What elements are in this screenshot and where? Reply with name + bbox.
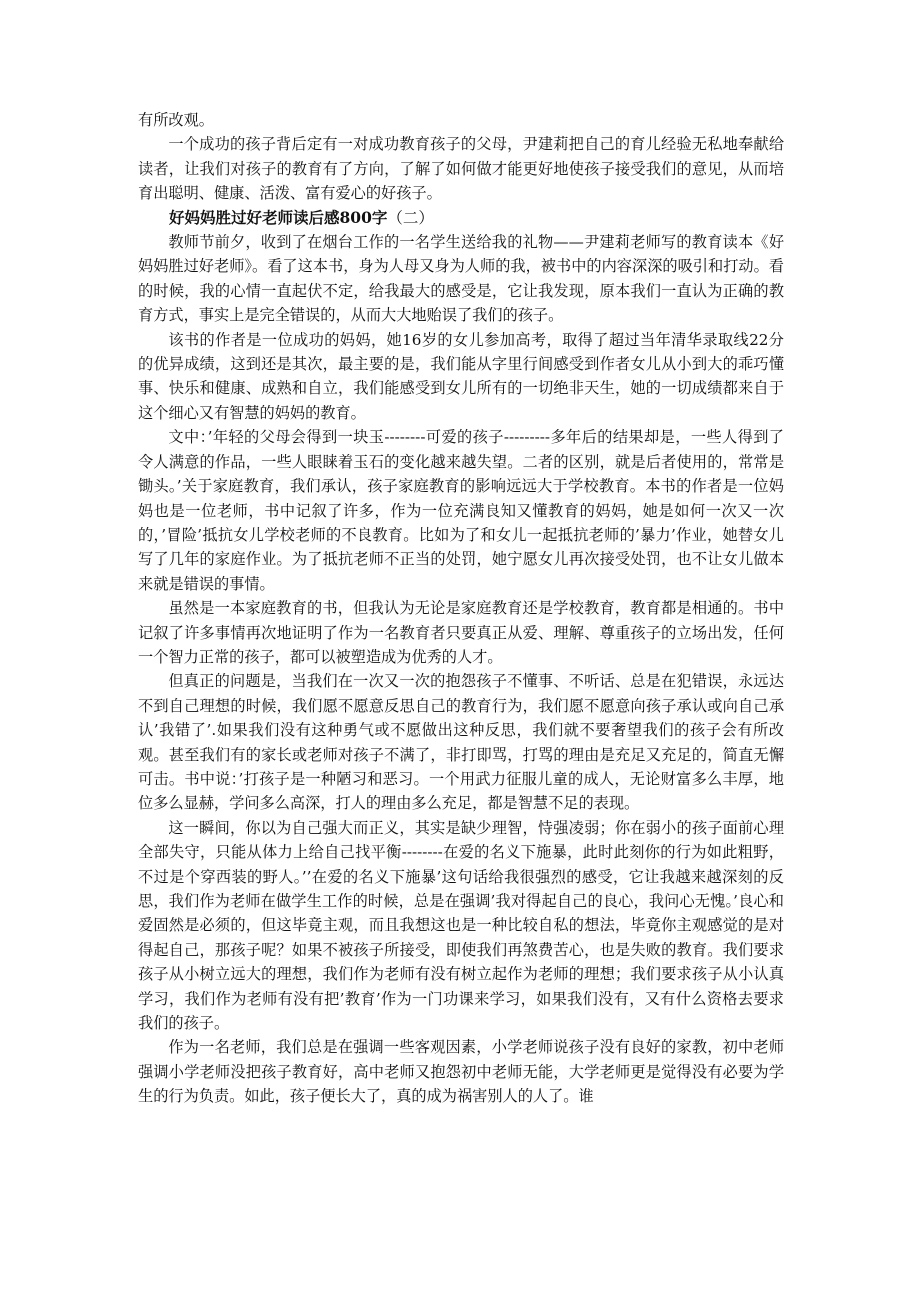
continuation-text: 有所改观。 [138, 111, 214, 129]
body-paragraph-6: 这一瞬间，你以为自己强大而正义，其实是缺少理智，恃强凌弱；你在弱小的孩子面前心理全部失守，只能从体力上给自己找平衡--------在爱的名义下施暴，此时此刻你的行为如此粗野，不过是个穿西装的野人。’’在爱的名义下施暴’这句话给我很强烈的感受，它让我越来越深刻的反思，我们作为老师在做学生工作的时候，总是在强调’我对得起自己的良心，我问心无愧。’良心和爱固然是必须的，但这毕竟主观，而且我想这也是一种比较自私的想法，毕竟你主观感觉的是对得起自己，那孩子呢？如果不被孩子所接受，即使我们再煞费苦心，也是失败的教育。我们要求孩子从小树立远大的理想，我们作为老师有没有树立起作为老师的理想；我们要求孩子从小认真学习，我们作为老师有没有把’教育’作为一门功课来学习，如果我们没有，又有什么资格去要求我们的孩子。 [138, 818, 784, 1033]
body-paragraph-5: 但真正的问题是，当我们在一次又一次的抱怨孩子不懂事、不听话、总是在犯错误，永远达不到自己理想的时候，我们愿不愿意反思自己的教育行为，我们愿不愿意向孩子承认或向自己承认’我错了’.如果我们没有这种勇气或不愿做出这种反思，我们就不要奢望我们的孩子会有所改观。甚至我们有的家长或老师对孩子不满了，非打即骂，打骂的理由是充足又充足的，简直无懈可击。书中说：’打孩子是一种陋习和恶习。一个用武力征服儿童的成人，无论财富多么丰厚，地位多么显赫，学问多么高深，打人的理由多么充足，都是智慧不足的表现。 [138, 672, 784, 813]
body-paragraph-1: 教师节前夕，收到了在烟台工作的一名学生送给我的礼物——尹建莉老师写的教育读本《好妈妈胜过好老师》。看了这本书，身为人母又身为人师的我，被书中的内容深深的吸引和打动。看的时候，我的心情一直起伏不定，给我最大的感受是，它让我发现，原本我们一直认为正确的教育方式，事实上是完全错误的，从而大大地贻误了我们的孩子。 [138, 233, 784, 325]
body-paragraph-7: 作为一名老师，我们总是在强调一些客观因素，小学老师说孩子没有良好的家教，初中老师强调小学老师没把孩子教育好，高中老师又抱怨初中老师无能，大学老师更是觉得没有必要为学生的行为负责。如此，孩子便长大了，真的成为祸害别人的人了。谁 [138, 1038, 784, 1106]
body-paragraph-4: 虽然是一本家庭教育的书，但我认为无论是家庭教育还是学校教育，教育都是相通的。书中记叙了许多事情再次地证明了作为一名教育者只要真正从爱、理解、尊重孩子的立场出发，任何一个智力正常的孩子，都可以被塑造成为优秀的人才。 [138, 599, 784, 666]
section-heading-suffix: （二） [387, 208, 434, 227]
document-page [138, 108, 784, 1109]
body-paragraph-3: 文中：’年轻的父母会得到一块玉--------可爱的孩子---------多年后的结果却是，一些人得到了令人满意的作品，一些人眼睐着玉石的变化越来越失望。二者的区别，就是后者使用的，常常是锄头。’关于家庭教育，我们承认，孩子家庭教育的影响远远大于学校教育。本书的作者是一位妈妈也是一位老师，书中记叙了许多，作为一位充满良知又懂教育的妈妈，她是如何一次又一次的，’冒险’抵抗女儿学校老师的不良教育。比如为了和女儿一起抵抗老师的’暴力’作业，她替女儿写了几年的家庭作业。为了抵抗老师不正当的处罚，她宁愿女儿再次接受处罚，也不让女儿做本来就是错误的事情。 [138, 428, 784, 593]
section-heading-title: 好妈妈胜过好老师读后感800字 [169, 207, 388, 227]
intro-paragraph: 一个成功的孩子背后定有一对成功教育孩子的父母，尹建莉把自己的育儿经验无私地奉献给读者，让我们对孩子的教育有了方向，了解了如何做才能更好地使孩子接受我们的意见，从而培育出聪明、健康、活泼、富有爱心的好孩子。 [138, 135, 784, 203]
body-paragraph-2: 该书的作者是一位成功的妈妈，她16岁的女儿参加高考，取得了超过当年清华录取线22分的优异成绩，这到还是其次，最主要的是，我们能从字里行间感受到作者女儿从小到大的乖巧懂事、快乐和健康、成熟和自立，我们能感受到女儿所有的一切绝非天生，她的一切成绩都来自于这个细心又有智慧的妈妈的教育。 [138, 330, 784, 422]
section-heading [138, 206, 784, 230]
